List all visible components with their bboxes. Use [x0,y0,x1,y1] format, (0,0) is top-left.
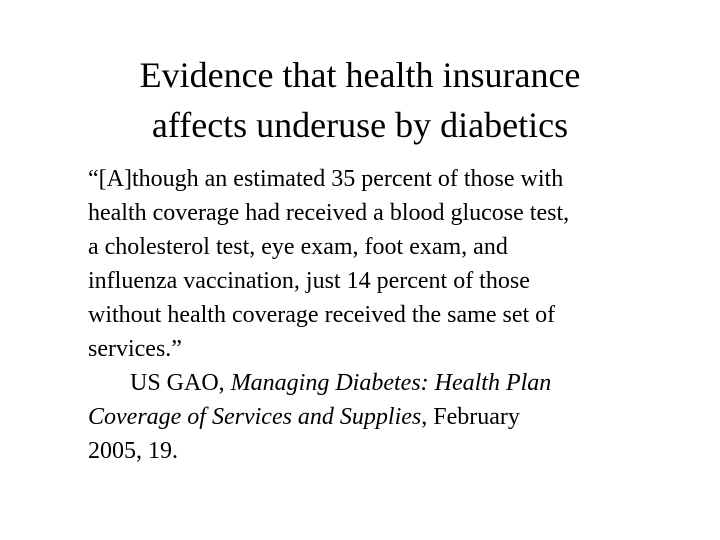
citation-block [88,366,688,468]
quote-block [88,162,688,366]
citation-title-part-1: Managing Diabetes: Health Plan [230,370,552,396]
slide-title-line-1: Evidence that health insurance [139,55,581,95]
citation-author: US GAO, [130,370,231,396]
quote-line-6: services.” [88,336,182,362]
slide-title-line-2: affects underuse by diabetics [151,105,569,145]
quote-line-5: without health coverage received the same set of [88,302,556,328]
quote-line-4: influenza vaccination, just 14 percent of those [88,268,530,294]
citation-line-1 [88,366,688,400]
citation-title-part-2: Coverage of Services and Supplies [88,404,422,430]
slide-body [88,162,688,468]
citation-after-title: , February [421,404,520,430]
quote-line-1: “[A]though an estimated 35 percent of those with [88,166,564,192]
quote-line-2: health coverage had received a blood glucose test, [88,200,570,226]
quote-line-3: a cholesterol test, eye exam, foot exam, and [88,234,508,260]
slide-title [60,50,660,150]
citation-line-2 [88,400,688,434]
citation-line-3: 2005, 19. [88,438,178,464]
